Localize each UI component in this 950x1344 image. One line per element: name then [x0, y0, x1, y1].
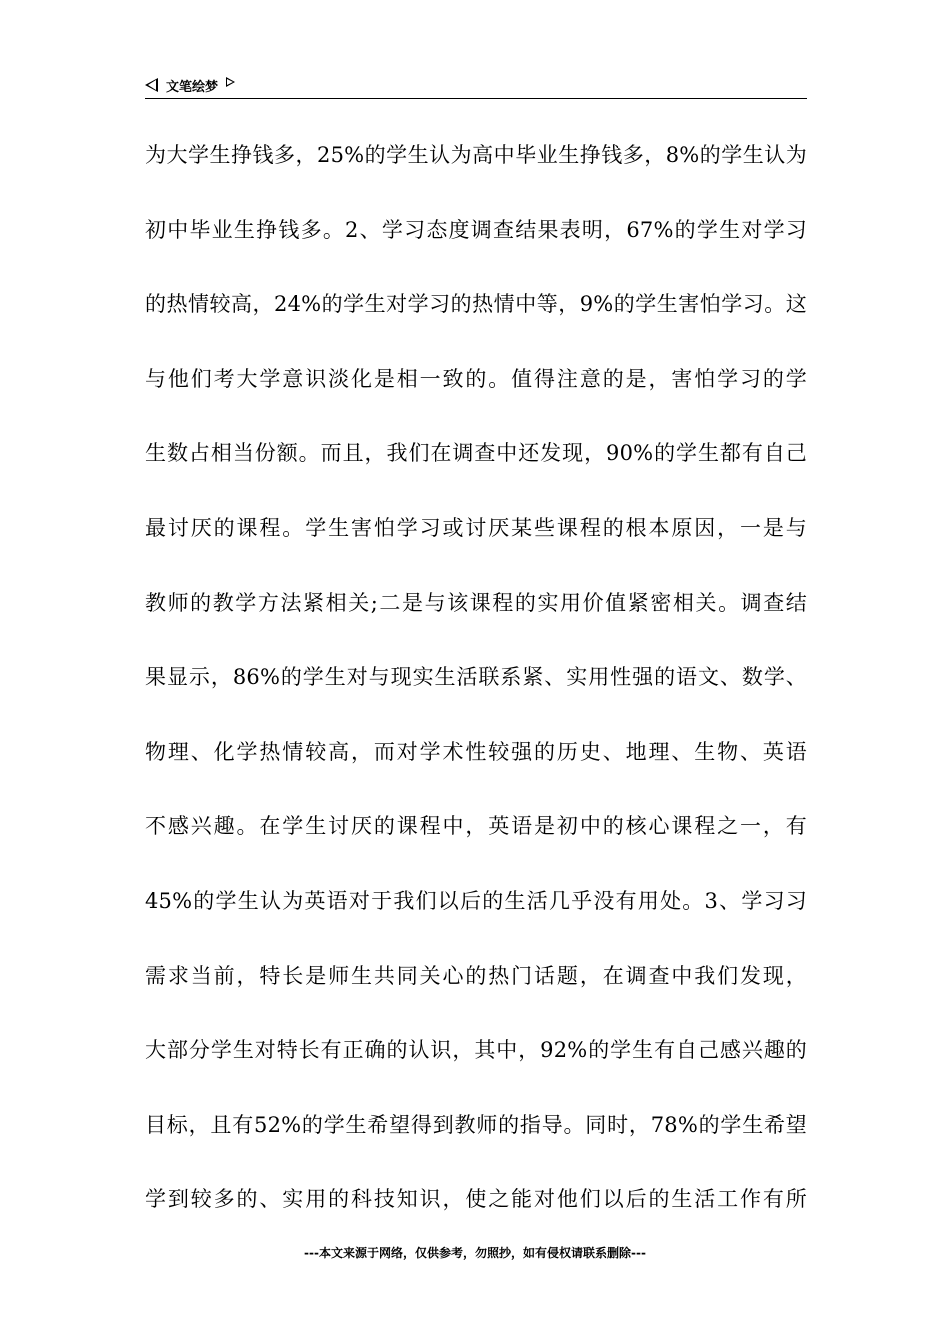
text-line: 需求当前，特长是师生共同关心的热门话题，在调查中我们发现， [145, 963, 807, 988]
text-line: 不感兴趣。在学生讨厌的课程中，英语是初中的核心课程之一，有 [145, 814, 807, 839]
text-line: 目标，且有52%的学生希望得到教师的指导。同时，78%的学生希望 [145, 1112, 807, 1137]
text-line: 初中毕业生挣钱多。2、学习态度调查结果表明，67%的学生对学习 [145, 217, 807, 242]
header-title: 文笔绘梦 [166, 79, 219, 95]
text-line: 与他们考大学意识淡化是相一致的。值得注意的是，害怕学习的学 [145, 366, 807, 391]
header-divider [145, 98, 807, 99]
body-text [145, 128, 807, 1247]
text-line: 果显示，86%的学生对与现实生活联系紧、实用性强的语文、数学、 [145, 665, 807, 690]
text-line: 教师的教学方法紧相关;二是与该课程的实用价值紧密相关。调查结 [145, 590, 807, 615]
right-triangle-icon [226, 77, 235, 87]
text-line: 的热情较高，24%的学生对学习的热情中等，9%的学生害怕学习。这 [145, 292, 807, 317]
text-line: 45%的学生认为英语对于我们以后的生活几乎没有用处。3、学习习 [145, 888, 807, 913]
text-line: 物理、化学热情较高，而对学术性较强的历史、地理、生物、英语 [145, 739, 807, 764]
text-line: 学到较多的、实用的科技知识，使之能对他们以后的生活工作有所 [145, 1187, 807, 1212]
text-line: 最讨厌的课程。学生害怕学习或讨厌某些课程的根本原因，一是与 [145, 515, 807, 540]
text-line: 生数占相当份额。而且，我们在调查中还发现，90%的学生都有自己 [145, 441, 807, 466]
document-header [145, 74, 807, 96]
left-triangle-icon [145, 78, 158, 92]
text-line: 大部分学生对特长有正确的认识，其中，92%的学生有自己感兴趣的 [145, 1038, 807, 1063]
disclaimer-footer: ---本文来源于网络，仅供参考，勿照抄，如有侵权请联系删除--- [304, 1246, 646, 1260]
text-line: 为大学生挣钱多，25%的学生认为高中毕业生挣钱多，8%的学生认为 [145, 143, 807, 167]
